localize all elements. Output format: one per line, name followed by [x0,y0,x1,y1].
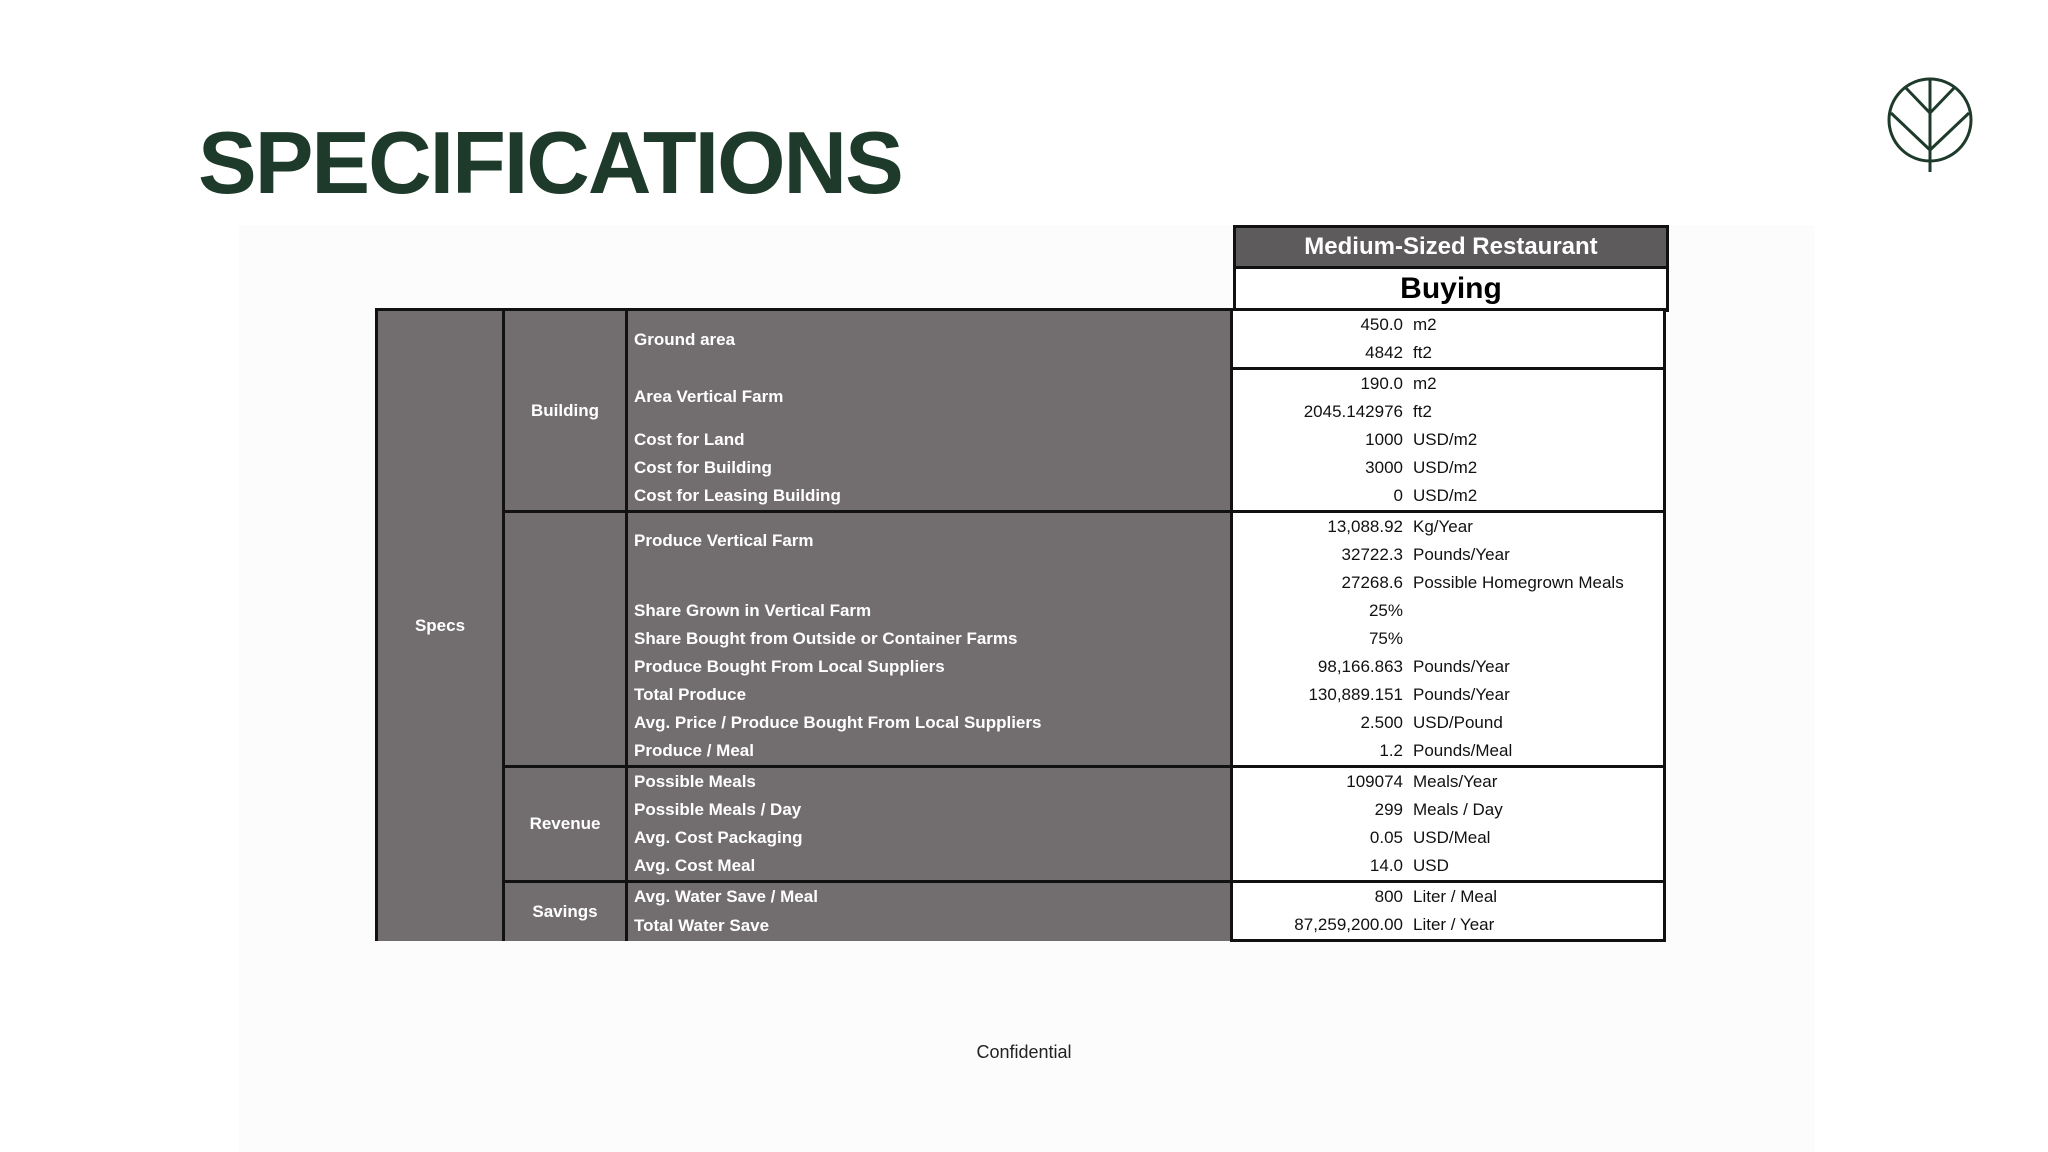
row-value: 87,259,200.00 [1232,911,1414,941]
row-unit: Pounds/Year [1413,653,1665,681]
row-unit: USD/m2 [1413,454,1665,482]
row-unit: m2 [1413,369,1665,399]
row-label: Avg. Cost Packaging [627,824,1232,852]
row-value: 4842 [1232,339,1414,369]
row-unit: Kg/Year [1413,512,1665,542]
table-row [377,882,1665,912]
row-label: Share Grown in Vertical Farm [627,597,1232,625]
row-value: 98,166.863 [1232,653,1414,681]
row-value: 450.0 [1232,310,1414,340]
row-unit: Pounds/Year [1413,681,1665,709]
row-value: 27268.6 [1232,569,1414,597]
row-label: Produce Bought From Local Suppliers [627,653,1232,681]
row-value: 800 [1232,882,1414,912]
table-column-header [1233,225,1669,312]
row-label: Possible Meals / Day [627,796,1232,824]
row-unit: Liter / Year [1413,911,1665,941]
table-row [377,310,1665,340]
section-label: Revenue [504,767,627,882]
row-unit: Pounds/Year [1413,541,1665,569]
leaf-circle-icon [1885,75,1975,175]
row-label: Avg. Water Save / Meal [627,882,1232,912]
row-unit: m2 [1413,310,1665,340]
row-label: Cost for Leasing Building [627,482,1232,512]
row-unit [1413,597,1665,625]
row-unit: Liter / Meal [1413,882,1665,912]
row-unit: ft2 [1413,339,1665,369]
confidential-footer: Confidential [976,1042,1072,1062]
row-label: Avg. Cost Meal [627,852,1232,882]
row-label: Share Bought from Outside or Container Farms [627,625,1232,653]
row-label: Total Produce [627,681,1232,709]
row-value: 14.0 [1232,852,1414,882]
row-label: Possible Meals [627,767,1232,797]
row-value: 0.05 [1232,824,1414,852]
row-value: 299 [1232,796,1414,824]
row-value: 109074 [1232,767,1414,797]
row-value: 75% [1232,625,1414,653]
specifications-table [375,308,1666,942]
group-label-specs: Specs [377,310,504,941]
row-label: Ground area [627,310,1232,369]
row-value: 3000 [1232,454,1414,482]
row-label: Produce / Meal [627,737,1232,767]
row-unit: USD/Pound [1413,709,1665,737]
row-unit: Pounds/Meal [1413,737,1665,767]
row-unit: USD/m2 [1413,426,1665,454]
table-row [377,767,1665,797]
section-label: Savings [504,882,627,941]
row-value: 0 [1232,482,1414,512]
row-label: Total Water Save [627,911,1232,941]
row-unit: USD [1413,852,1665,882]
row-label: Avg. Price / Produce Bought From Local Suppliers [627,709,1232,737]
header-medium-sized-restaurant: Medium-Sized Restaurant [1233,225,1669,266]
row-unit: Meals / Day [1413,796,1665,824]
row-label: Produce Vertical Farm [627,512,1232,570]
table-row [377,512,1665,542]
row-value: 2.500 [1232,709,1414,737]
row-label: Area Vertical Farm [627,369,1232,427]
row-label: Cost for Land [627,426,1232,454]
section-label: Building [504,310,627,512]
row-value: 25% [1232,597,1414,625]
row-value: 13,088.92 [1232,512,1414,542]
row-value: 1000 [1232,426,1414,454]
row-unit: USD/Meal [1413,824,1665,852]
page-title: SPECIFICATIONS [198,113,902,212]
row-unit: Possible Homegrown Meals [1413,569,1665,597]
row-value: 190.0 [1232,369,1414,399]
row-value: 32722.3 [1232,541,1414,569]
row-unit: USD/m2 [1413,482,1665,512]
row-label [627,569,1232,597]
section-label [504,512,627,767]
row-label: Cost for Building [627,454,1232,482]
row-value: 130,889.151 [1232,681,1414,709]
row-value: 1.2 [1232,737,1414,767]
row-unit: ft2 [1413,398,1665,426]
row-unit: Meals/Year [1413,767,1665,797]
row-unit [1413,625,1665,653]
header-buying: Buying [1233,266,1669,312]
row-value: 2045.142976 [1232,398,1414,426]
